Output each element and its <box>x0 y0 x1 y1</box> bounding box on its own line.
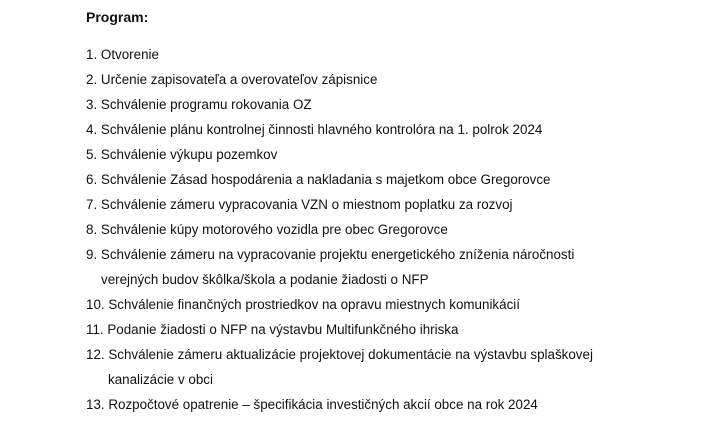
agenda-item-number: 5. <box>86 147 98 162</box>
agenda-item-7 <box>86 196 706 214</box>
agenda-item-2 <box>86 71 706 89</box>
agenda-item-number: 13. <box>86 397 105 412</box>
agenda-item-text: Schválenie Zásad hospodárenia a nakladania s majetkom obce Gregorovce <box>100 172 551 187</box>
agenda-item-6 <box>86 171 706 189</box>
agenda-item-number: 12. <box>86 347 105 362</box>
agenda-item-10 <box>86 296 706 314</box>
agenda-item-number: 1. <box>86 47 98 62</box>
agenda-item-text-continued: kanalizácie v obci <box>108 372 213 387</box>
agenda-item-text: Schválenie výkupu pozemkov <box>100 147 278 162</box>
agenda-item-3 <box>86 96 706 114</box>
agenda-item-number: 7. <box>86 197 98 212</box>
agenda-item-text: Schválenie kúpy motorového vozidla pre obec Gregorovce <box>100 222 448 237</box>
agenda-list <box>86 46 706 421</box>
agenda-item-text: Schválenie zámeru aktualizácie projektovej dokumentácie na výstavbu splaškovej <box>108 347 593 362</box>
agenda-item-11 <box>86 321 706 339</box>
agenda-item-number: 3. <box>86 97 98 112</box>
agenda-item-8 <box>86 221 706 239</box>
agenda-item-number: 9. <box>86 247 98 262</box>
agenda-item-number: 4. <box>86 122 98 137</box>
agenda-item-number: 8. <box>86 222 98 237</box>
agenda-item-13 <box>86 396 706 414</box>
program-heading: Program: <box>86 9 149 25</box>
agenda-item-text: Schválenie zámeru vypracovania VZN o miestnom poplatku za rozvoj <box>100 197 513 212</box>
agenda-item-12 <box>86 346 706 389</box>
agenda-item-number: 10. <box>86 297 105 312</box>
agenda-item-text: Schválenie programu rokovania OZ <box>100 97 312 112</box>
agenda-item-number: 6. <box>86 172 98 187</box>
agenda-item-text: Podanie žiadosti o NFP na výstavbu Multifunkčného ihriska <box>107 322 459 337</box>
agenda-item-text: Rozpočtové opatrenie – špecifikácia investičných akcií obce na rok 2024 <box>108 397 538 412</box>
agenda-item-text: Schválenie finančných prostriedkov na opravu miestnych komunikácií <box>108 297 520 312</box>
agenda-item-1 <box>86 46 706 64</box>
agenda-item-9 <box>86 246 706 289</box>
agenda-item-number: 2. <box>86 72 98 87</box>
agenda-item-text: Otvorenie <box>100 47 159 62</box>
agenda-item-number: 11. <box>86 322 104 337</box>
agenda-item-5 <box>86 146 706 164</box>
agenda-item-text: Schválenie zámeru na vypracovanie projektu energetického zníženia náročnosti <box>100 247 575 262</box>
agenda-item-text: Schválenie plánu kontrolnej činnosti hlavného kontrolóra na 1. polrok 2024 <box>100 122 543 137</box>
agenda-item-4 <box>86 121 706 139</box>
agenda-item-text-continued: verejných budov škôlka/škola a podanie žiadosti o NFP <box>101 272 429 287</box>
agenda-item-text: Určenie zapisovateľa a overovateľov zápisnice <box>100 72 378 87</box>
